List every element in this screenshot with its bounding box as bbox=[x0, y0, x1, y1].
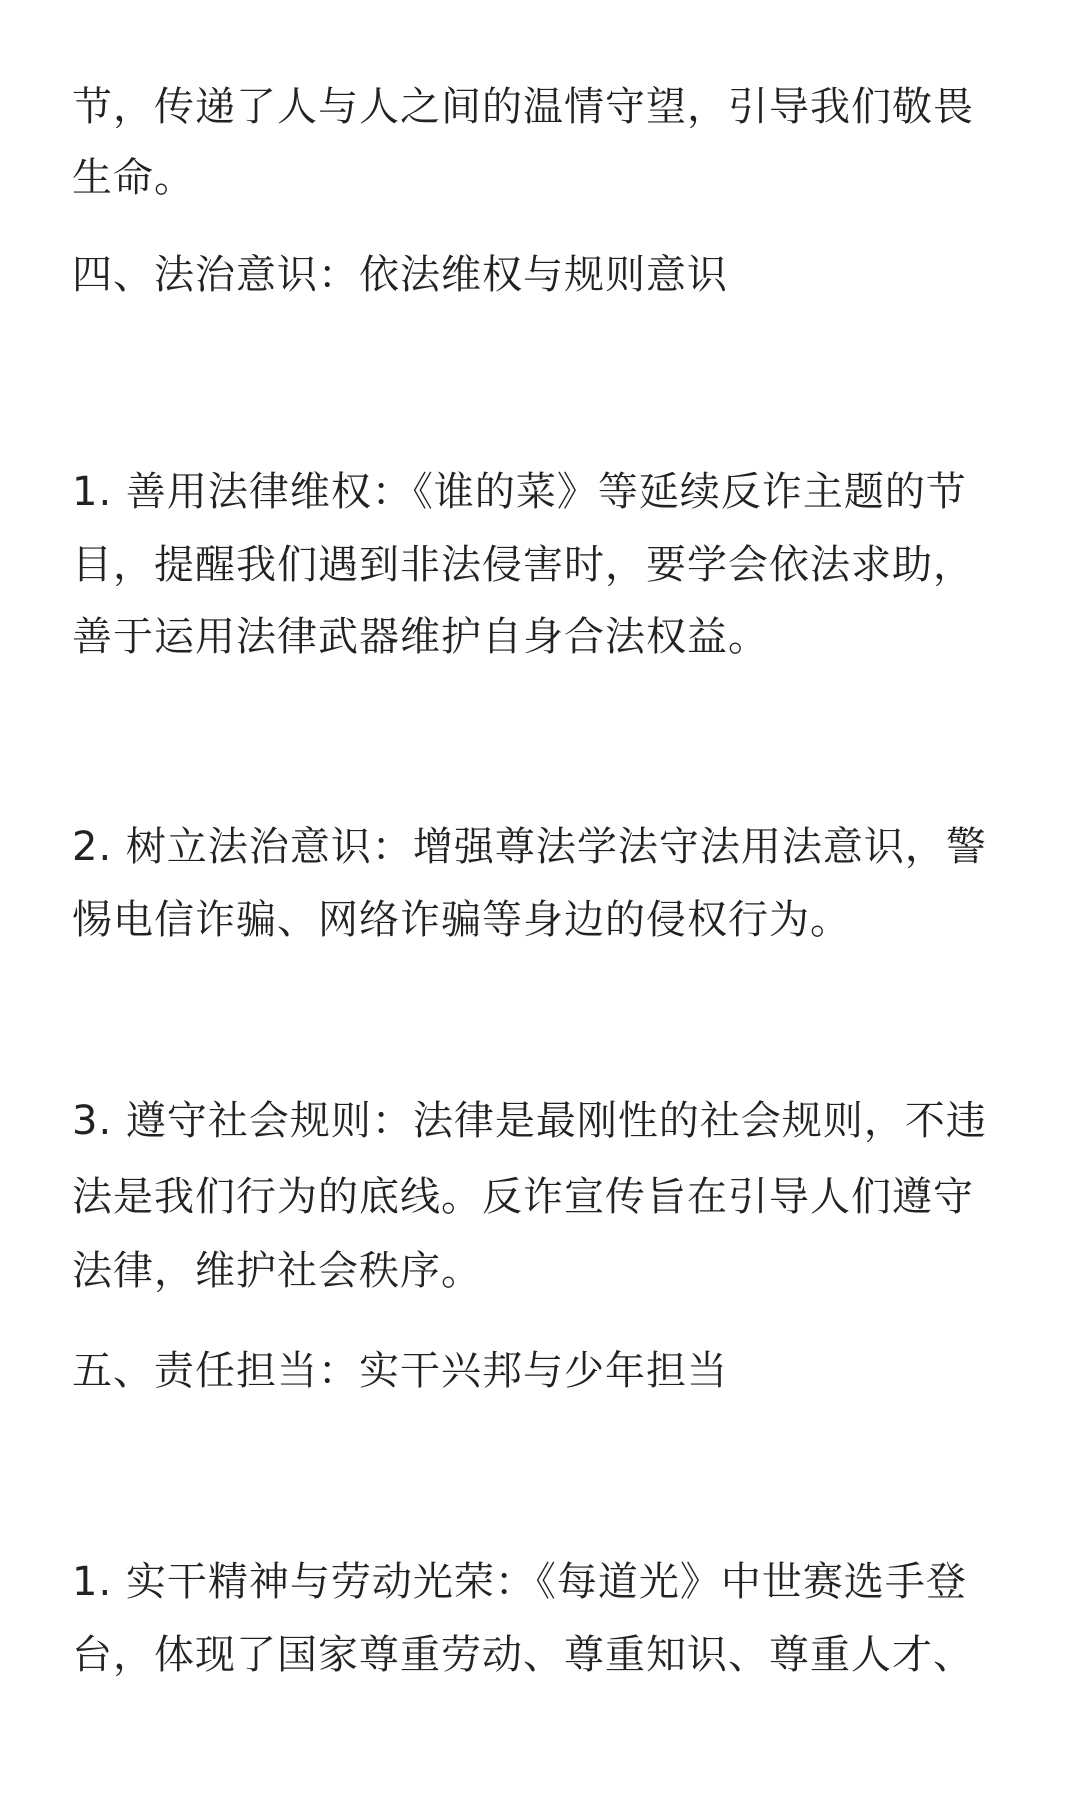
section-heading: 五、责任担当：实干兴邦与少年担当 bbox=[72, 1348, 728, 1394]
paragraph-line: 2. 树立法治意识：增强尊法学法守法用法意识，警 bbox=[72, 824, 987, 870]
section-heading: 四、法治意识：依法维权与规则意识 bbox=[72, 252, 728, 298]
paragraph-line: 目，提醒我们遇到非法侵害时，要学会依法求助， bbox=[72, 542, 974, 588]
paragraph-line: 台，体现了国家尊重劳动、尊重知识、尊重人才、 bbox=[72, 1632, 974, 1678]
paragraph-line: 3. 遵守社会规则：法律是最刚性的社会规则，不违 bbox=[72, 1098, 987, 1144]
paragraph-line: 惕电信诈骗、网络诈骗等身边的侵权行为。 bbox=[72, 897, 851, 943]
paragraph-line: 1. 善用法律维权：《谁的菜》等延续反诈主题的节 bbox=[72, 469, 967, 515]
paragraph-line: 生命。 bbox=[72, 155, 195, 201]
paragraph-line: 1. 实干精神与劳动光荣：《每道光》中世赛选手登 bbox=[72, 1559, 967, 1605]
paragraph-line: 节，传递了人与人之间的温情守望，引导我们敬畏 bbox=[72, 84, 974, 130]
paragraph-line: 法律，维护社会秩序。 bbox=[72, 1248, 482, 1294]
paragraph-line: 法是我们行为的底线。反诈宣传旨在引导人们遵守 bbox=[72, 1174, 974, 1220]
paragraph-line: 善于运用法律武器维护自身合法权益。 bbox=[72, 614, 769, 660]
